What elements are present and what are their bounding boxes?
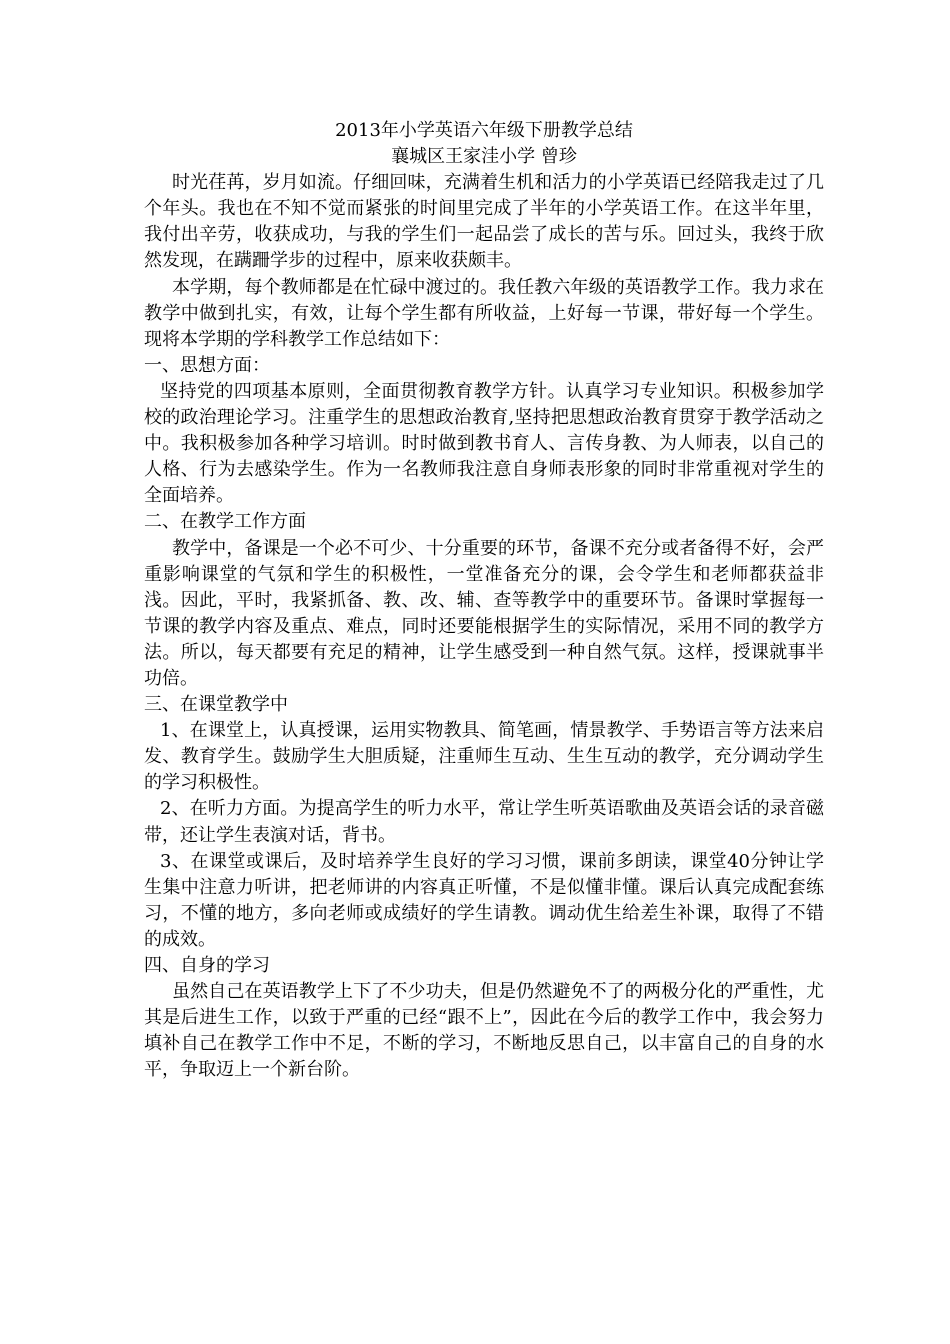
document-author: 襄城区王家洼小学 曾珍 bbox=[391, 146, 577, 168]
paragraph-semester: 本学期，每个教师都是在忙碌中渡过的。我任教六年级的英语教学工作。我力求在教学中做到扎实，有效，让每个学生都有所收益，上好每一节课，带好每一个学生。现将本学期的学科教学工作总结如下： bbox=[144, 276, 824, 350]
section-heading-teaching-work: 二、在教学工作方面 bbox=[144, 511, 306, 533]
paragraph-classroom-1: 1、在课堂上，认真授课，运用实物教具、简笔画，情景教学、手势语言等方法来启发、教育学生。鼓励学生大胆质疑，注重师生互动、生生互动的教学，充分调动学生的学习积极性。 bbox=[144, 720, 824, 794]
paragraph-intro: 时光荏苒，岁月如流。仔细回味，充满着生机和活力的小学英语已经陪我走过了几个年头。我也在不知不觉而紧张的时间里完成了半年的小学英语工作。在这半年里，我付出辛劳，收获成功，与我的学生们一起品尝了成长的苦与乐。回过头，我终于欣然发现，在蹒跚学步的过程中，原来收获颇丰。 bbox=[144, 172, 824, 272]
document-title: 2013年小学英语六年级下册教学总结 bbox=[335, 120, 633, 141]
section-heading-classroom: 三、在课堂教学中 bbox=[144, 694, 288, 716]
section-heading-ideology: 一、思想方面： bbox=[144, 354, 270, 376]
section-heading-self-study: 四、自身的学习 bbox=[144, 955, 270, 976]
paragraph-self-study: 虽然自己在英语教学上下了不少功夫，但是仍然避免不了的两极分化的严重性，尤其是后进生工作，以致于严重的已经“跟不上”，因此在今后的教学工作中，我会努力填补自己在教学工作中不足，不断的学习，不断地反思自己，以丰富自己的自身的水平，争取迈上一个新台阶。 bbox=[144, 981, 824, 1081]
document-page bbox=[144, 118, 824, 1083]
paragraph-ideology: 坚持党的四项基本原则，全面贯彻教育教学方针。认真学习专业知识。积极参加学校的政治理论学习。注重学生的思想政治教育,坚持把思想政治教育贯穿于教学活动之中。我积极参加各种学习培训。时时做到教书育人、言传身教、为人师表，以自己的人格、行为去感染学生。作为一名教师我注意自身师表形象的同时非常重视对学生的全面培养。 bbox=[144, 380, 824, 507]
paragraph-classroom-3: 3、在课堂或课后，及时培养学生良好的学习习惯，课前多朗读，课堂40分钟让学生集中注意力听讲，把老师讲的内容真正听懂，不是似懂非懂。课后认真完成配套练习，不懂的地方，多向老师或成绩好的学生请教。调动优生给差生补课，取得了不错的成效。 bbox=[144, 850, 824, 950]
paragraph-classroom-2: 2、在听力方面。为提高学生的听力水平，常让学生听英语歌曲及英语会话的录音磁带，还让学生表演对话，背书。 bbox=[144, 798, 824, 846]
paragraph-teaching-work: 教学中，备课是一个必不可少、十分重要的环节，备课不充分或者备得不好，会严重影响课堂的气氛和学生的积极性，一堂准备充分的课，会令学生和老师都获益非浅。因此，平时，我紧抓备、教、改、辅、查等教学中的重要环节。备课时掌握每一节课的教学内容及重点、难点，同时还要能根据学生的实际情况，采用不同的教学方法。所以，每天都要有充足的精神，让学生感受到一种自然气氛。这样，授课就事半功倍。 bbox=[144, 537, 824, 689]
